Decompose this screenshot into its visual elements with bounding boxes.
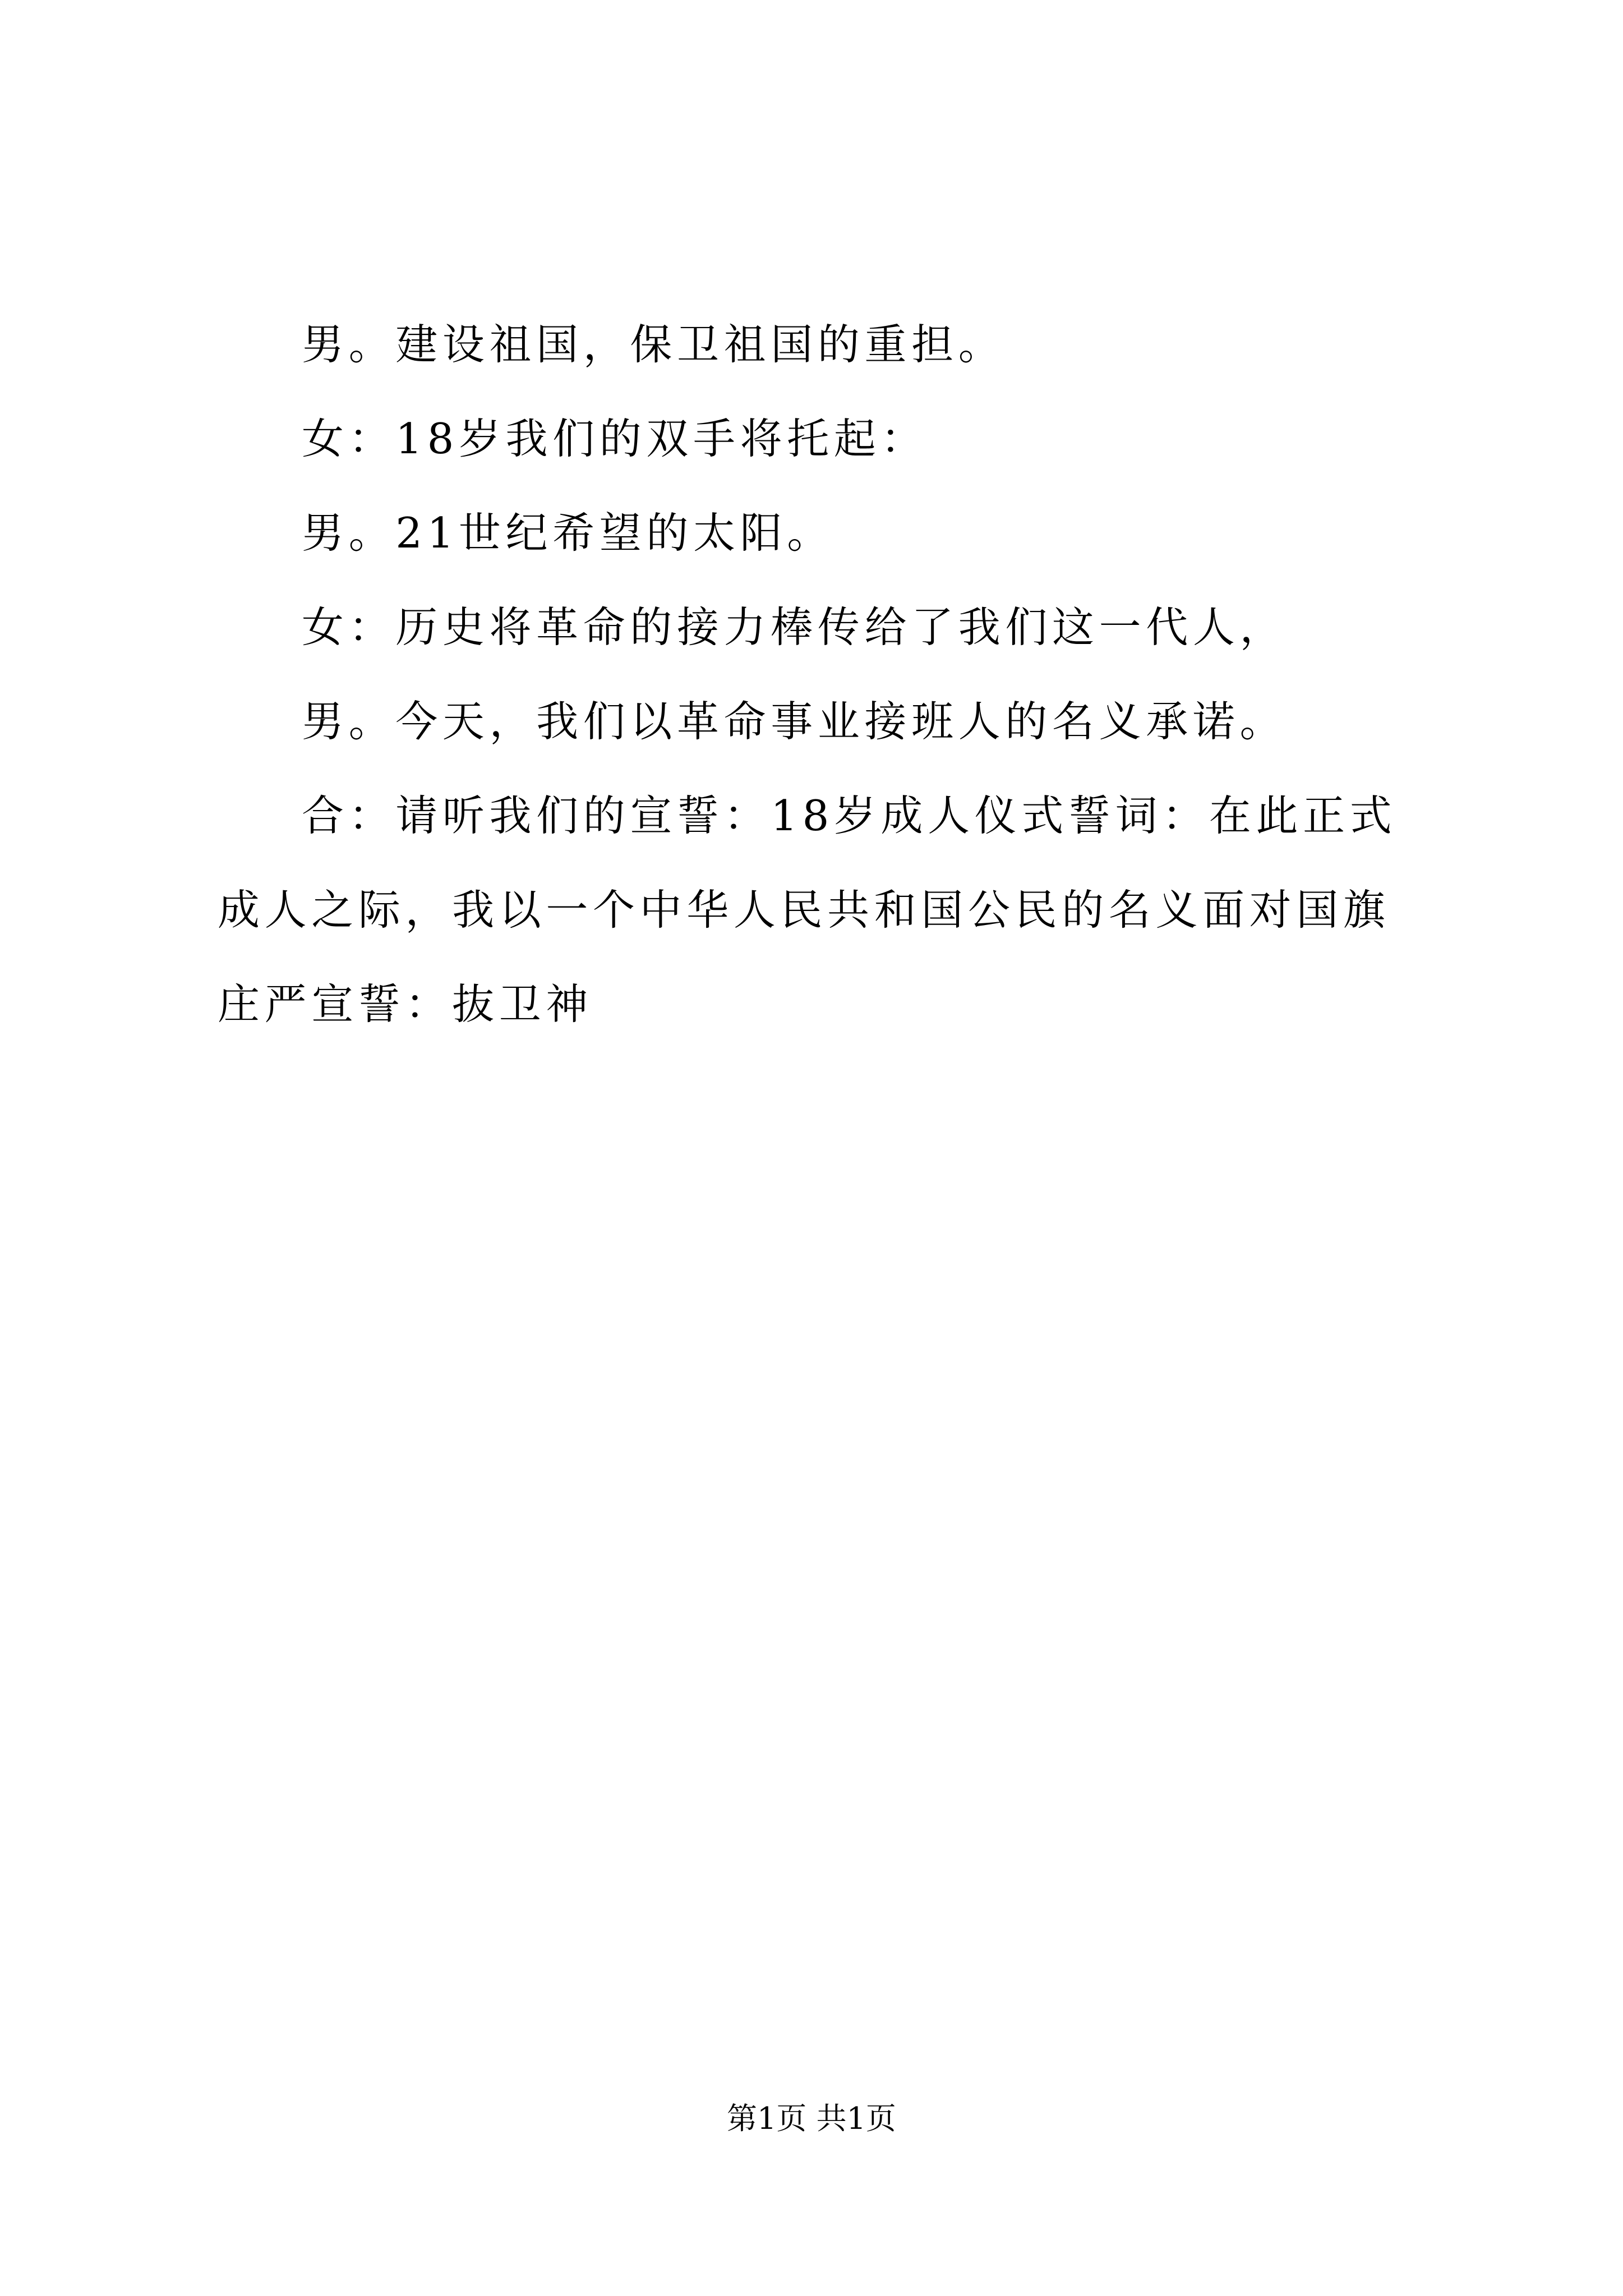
paragraph-5: 男。今天，我们以革命事业接班人的名义承诺。 [302, 697, 1287, 746]
page-footer [0, 2099, 1623, 2138]
page-number-label: 第1页 共1页 [727, 2101, 896, 2136]
paragraph-4: 女：历史将革命的接力棒传给了我们这一代人， [302, 602, 1287, 652]
paragraph-2: 女：18岁我们的双手将托起： [302, 414, 928, 463]
paragraph-1: 男。建设祖国，保卫祖国的重担。 [302, 320, 1006, 369]
paragraph-6: 合：请听我们的宣誓：18岁成人仪式誓词：在此正式成人之际，我以一个中华人民共和国公民的名义面对国旗庄严宣誓：抜卫神 [218, 791, 1397, 1029]
document-body [218, 297, 1418, 1051]
paragraph-3: 男。21世纪希望的太阳。 [302, 508, 834, 558]
